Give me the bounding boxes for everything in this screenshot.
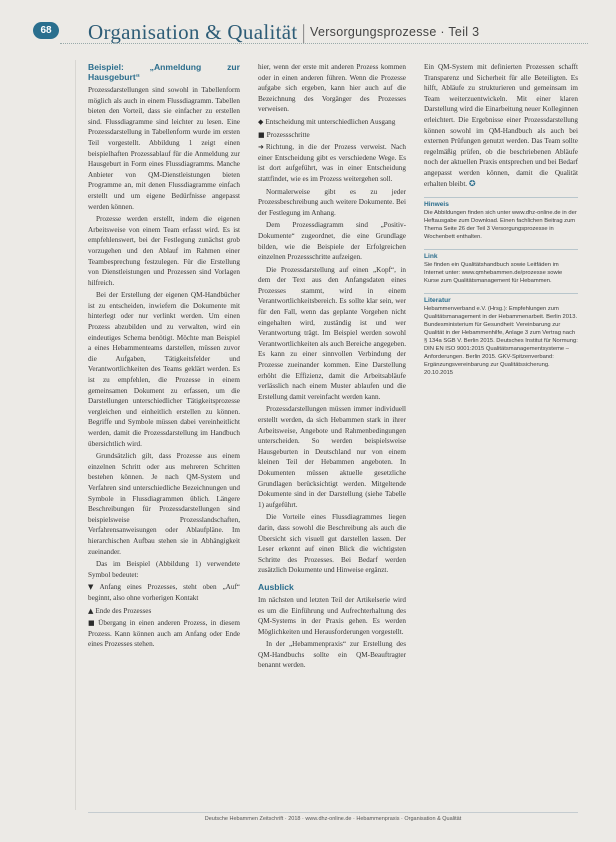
page-title xyxy=(88,20,479,45)
paragraph-text: Ein QM-System mit definierten Prozessen schafft Transparenz und Sicherheit für alle Beteiligten. Es hilft, Abläufe zu strukturieren und gemeinsam im Team weiterzuentwickeln. Mit einer klaren Darstellung wird die Einarbeitung neuer Kolleginnen erleichtert. Die Ergebnisse einer Prozessdarstellung können sowohl im QM-Handbuch als auch bei externen Prüfungen genutzt werden. Das Team sollte regelmäßig prüfen, ob die beschriebenen Abläufe noch der aktuellen Praxis entsprechen und bei Bedarf angepasst werden können, damit die Qualität erhalten bleibt. xyxy=(424,63,578,188)
legend-item xyxy=(258,130,406,141)
paragraph: hier, wenn der erste mit anderen Prozess kommen oder in einen anderen führen. Wenn die Prozesse aufgabe sich ergeben, kann hier auch auf die Bezeichnung des Vorgänger des Prozesses verweisen. xyxy=(258,63,406,114)
paragraph: Normalerweise gibt es zu jeder Prozessbeschreibung auch weitere Dokumente. Bei der Festlegung im Anhang. xyxy=(258,187,406,217)
literature-box xyxy=(424,293,578,377)
paragraph: Bei der Erstellung der eigenen QM-Handbücher ist zu entscheiden, inwiefern die Dokumente mit hinterlegt oder nur verlinkt werden. Um einen Prozess abzubilden und zu verwalten, wird ein eindeutiges Schema benötigt. Möchte man Beispiel a eines Hebammenteams darstellen, müssen zuvor die Aufgaben, Tätigkeitsfelder und Verantwortlichkeiten des Teams geklärt werden. Es ist zu empfehlen, die Prozesse in einem gemeinsamen Dokument zu erfassen, um die Darstellungen unterschiedlicher Tätigkeitsprozesse vergleichen und einheitlich erstellen zu können. Begriffe und Symbole müssen dabei vereinheitlicht werden, damit die Prozessdarstellung im Handbuch übersichtlich wird. xyxy=(88,291,240,448)
process-end-icon: ▲ xyxy=(88,606,94,615)
legend-item xyxy=(258,117,406,128)
paragraph: Im nächsten und letzten Teil der Artikelserie wird es um die Einführung und Aufrechterhaltung des QM-Systems in der Praxis gehen. Es werden Möglichkeiten und Herausforderungen vorgestellt. xyxy=(258,595,406,636)
legend-text: Entscheidung mit unterschiedlichen Ausgang xyxy=(265,117,396,126)
legend-item xyxy=(258,142,406,184)
legend-item xyxy=(88,582,240,603)
paragraph: Die Vorteile eines Flussdiagrammes liegen darin, dass sowohl die Beschreibung als auch die Übersicht sich visuell gut darstellen lassen. Der Leser erkennt auf einen Blick die wichtigsten Schritte des Prozesses. Bei Bedarf werden zusätzlich Dokumente und Hinweise ergänzt. xyxy=(258,513,406,575)
legend-item xyxy=(88,606,240,617)
column-3 xyxy=(424,62,578,802)
literature-title: Literatur xyxy=(424,297,451,305)
link-text[interactable]: Sie finden ein Qualitätshandbuch sowie Leitfäden im Internet unter: www.qmhebammen.de/prozesse sowie Kurse zum Qualitätsmanagement für Hebammen. xyxy=(424,262,563,285)
notes-box xyxy=(424,197,578,241)
paragraph: In der „Hebammenpraxis“ zur Erstellung des QM-Handbuchs sollte ein QM-Beauftragter benannt werden. xyxy=(258,640,406,670)
process-step-icon: ■ xyxy=(258,130,265,139)
paragraph: Dem Prozessdiagramm sind „Positiv-Dokumente“ zugeordnet, die eine Grundlage bilden, wie die Beispiele der Erfolgreichen einzelnen Prozessschritte aufzeigen. xyxy=(258,221,406,262)
paragraph: Prozessdarstellungen sind sowohl in Tabellenform möglich als auch in einem Flussdiagramm. Tabellen bieten den Vorteil, dass sie einfacher zu erstellen sind. Flussdiagramme sind leichter zu lesen. Eine Prozessdarstellung in Tabellenform wurde im ersten Teil vorgestellt. Abbildung 1 zeigt einen beispielhaften Prozessablauf für die Anmeldung zur Hausgeburt in Form eines Flussdiagramms. Manche Anbieter von QM-Dienstleistungen bieten Programme an, mit denen Flussdiagramme einfach erstellt und um eigene Bedürfnisse angepasst werden können. xyxy=(88,86,240,211)
header-rule xyxy=(60,43,588,44)
decision-icon: ◆ xyxy=(258,117,264,126)
page-number: 68 xyxy=(33,22,59,39)
link-box xyxy=(424,249,578,285)
notes-title: Hinweis xyxy=(424,201,449,209)
paragraph: Prozesse werden erstellt, indem die eigenen Arbeitsweise von einem Team erfasst wird. Es ist empfehlenswert, bei der Festlegung zunächst grob vorzugehen und den Ablauf im Rahmen einer Teambesprechung festzulegen. Für die Erstellung von Dienstleistungen und Prozessen sind Vorlagen hilfreich. xyxy=(88,215,240,287)
link-title: Link xyxy=(424,253,438,261)
column-1 xyxy=(88,62,240,802)
legend-text: Ende des Prozesses xyxy=(95,606,152,615)
notes-text: Die Abbildungen finden sich unter www.dhz-online.de in der Heftausgabe zum Download. Einen fachlichen Beitrag zum Thema Seite 26 der Teil 3 Versorgungsprozesse in Wochenbett enthalten. xyxy=(424,210,577,241)
paragraph xyxy=(424,62,578,189)
paragraph: Grundsätzlich gilt, dass Prozesse aus einem einzelnen Schritt oder aus mehreren Schritten bestehen können. Je nach QM-System und Verfahren sind unterschiedliche Bezeichnungen und Symbole in Flussdiagrammen üblich. Längere Beschreibungen für Prozessdarstellungen sind beispielsweise Prozesslandschaften, Verfahrensanweisungen oder Ablaufpläne. Im hierarchischen Aufbau stehen sie in Abhängigkeit zueinander. xyxy=(88,452,240,556)
section-title: Organisation & Qualität xyxy=(88,20,298,44)
legend-text: Richtung, in die der Prozess verweist. Nach einer Entscheidung gibt es verschiedene Wege. Es ist dort aufgeführt, was in einer Entscheidung stattfindet, wie es im Prozess weitergehen soll. xyxy=(258,143,406,183)
paragraph: Das im Beispiel (Abbildung 1) verwendete Symbol bedeutet: xyxy=(88,560,240,579)
literature-text: Hebammenverband e.V. (Hrsg.): Empfehlungen zum Qualitätsmanagement in der Hebammenarbeit. Berlin 2013. Bundesministerium für Gesundheit: Vereinbarung zur Qualität in der Hebammenhilfe, Anlage 3 zum Vertrag nach § 134a SGB V. Berlin 2015. Deutsches Institut für Normung: DIN EN ISO 9001:2015 Qualitätsmanagementsysteme – Anforderungen. Berlin 2015. GKV-Spitzenverband: Ergänzungsvereinbarung zur Qualitätssicherung. 20.10.2015 xyxy=(424,306,578,377)
arrow-right-icon: ➜ xyxy=(258,143,264,152)
legend-text: Übergang in einen anderen Prozess, in diesem Prozess. Kann können auch am Anfang oder Ende eines Prozesses stehen. xyxy=(88,619,240,649)
column-2 xyxy=(258,62,406,802)
legend-text: Anfang eines Prozesses, steht oben „Auf“ beginnt, also ohne vorherigen Kontakt xyxy=(88,583,240,602)
process-start-icon: ▼ xyxy=(88,583,98,592)
end-of-article-icon: ✪ xyxy=(468,178,476,188)
title-separator: | xyxy=(301,20,306,44)
margin-line xyxy=(75,60,76,810)
section-subtitle: Versorgungsprozesse · Teil 3 xyxy=(310,25,480,39)
legend-item xyxy=(88,618,240,650)
outlook-heading: Ausblick xyxy=(258,581,294,592)
example-heading: Beispiel: „Anmeldung zur Hausgeburt“ xyxy=(88,62,240,82)
process-transfer-icon: ■ xyxy=(88,619,97,628)
page-footer: Deutsche Hebammen Zeitschrift · 2018 · www.dhz-online.de · Hebammenpraxis · Organisation & Qualität xyxy=(88,812,578,822)
paragraph: Die Prozessdarstellung auf einen „Kopf“, in dem der Text aus den Anfangsdaten eines Prozesses stammt, wird in einem Verantwortlichkeitsbereich. Es sollte klar sein, wer für den Fall, wenn das geplante Vorgehen nicht eingehalten wird, zuständig ist und wer Verantwortung trägt. Im Beispiel werden sowohl Verantwortlichkeiten als auch Bereiche angegeben. Es kann zu einer sinnvollen Verbindung der Prozesse zueinander kommen. Eine Darstellung erhöht die Effizienz, damit die Arbeitsabläufe verlässlich nach einem Muster ablaufen und die Erstellung damit vereinfacht werden kann. xyxy=(258,265,406,401)
legend-text: Prozessschritte xyxy=(266,130,310,139)
paragraph: Prozessdarstellungen müssen immer individuell erstellt werden, da sich Hebammen stark in ihrer Arbeitsweise, Angebote und Rahmenbedingungen unterscheiden. So werden beispielsweise Hausgeburten in Deutschland nur von einem kleinen Teil der Hebammen angeboten. In Dokumenten müssen aktuelle gesetzliche Grundlagen berücksichtigt werden. Mitgeltende Dokumente sind in der Darstellung (siehe Tabelle 1) aufgeführt. xyxy=(258,405,406,509)
